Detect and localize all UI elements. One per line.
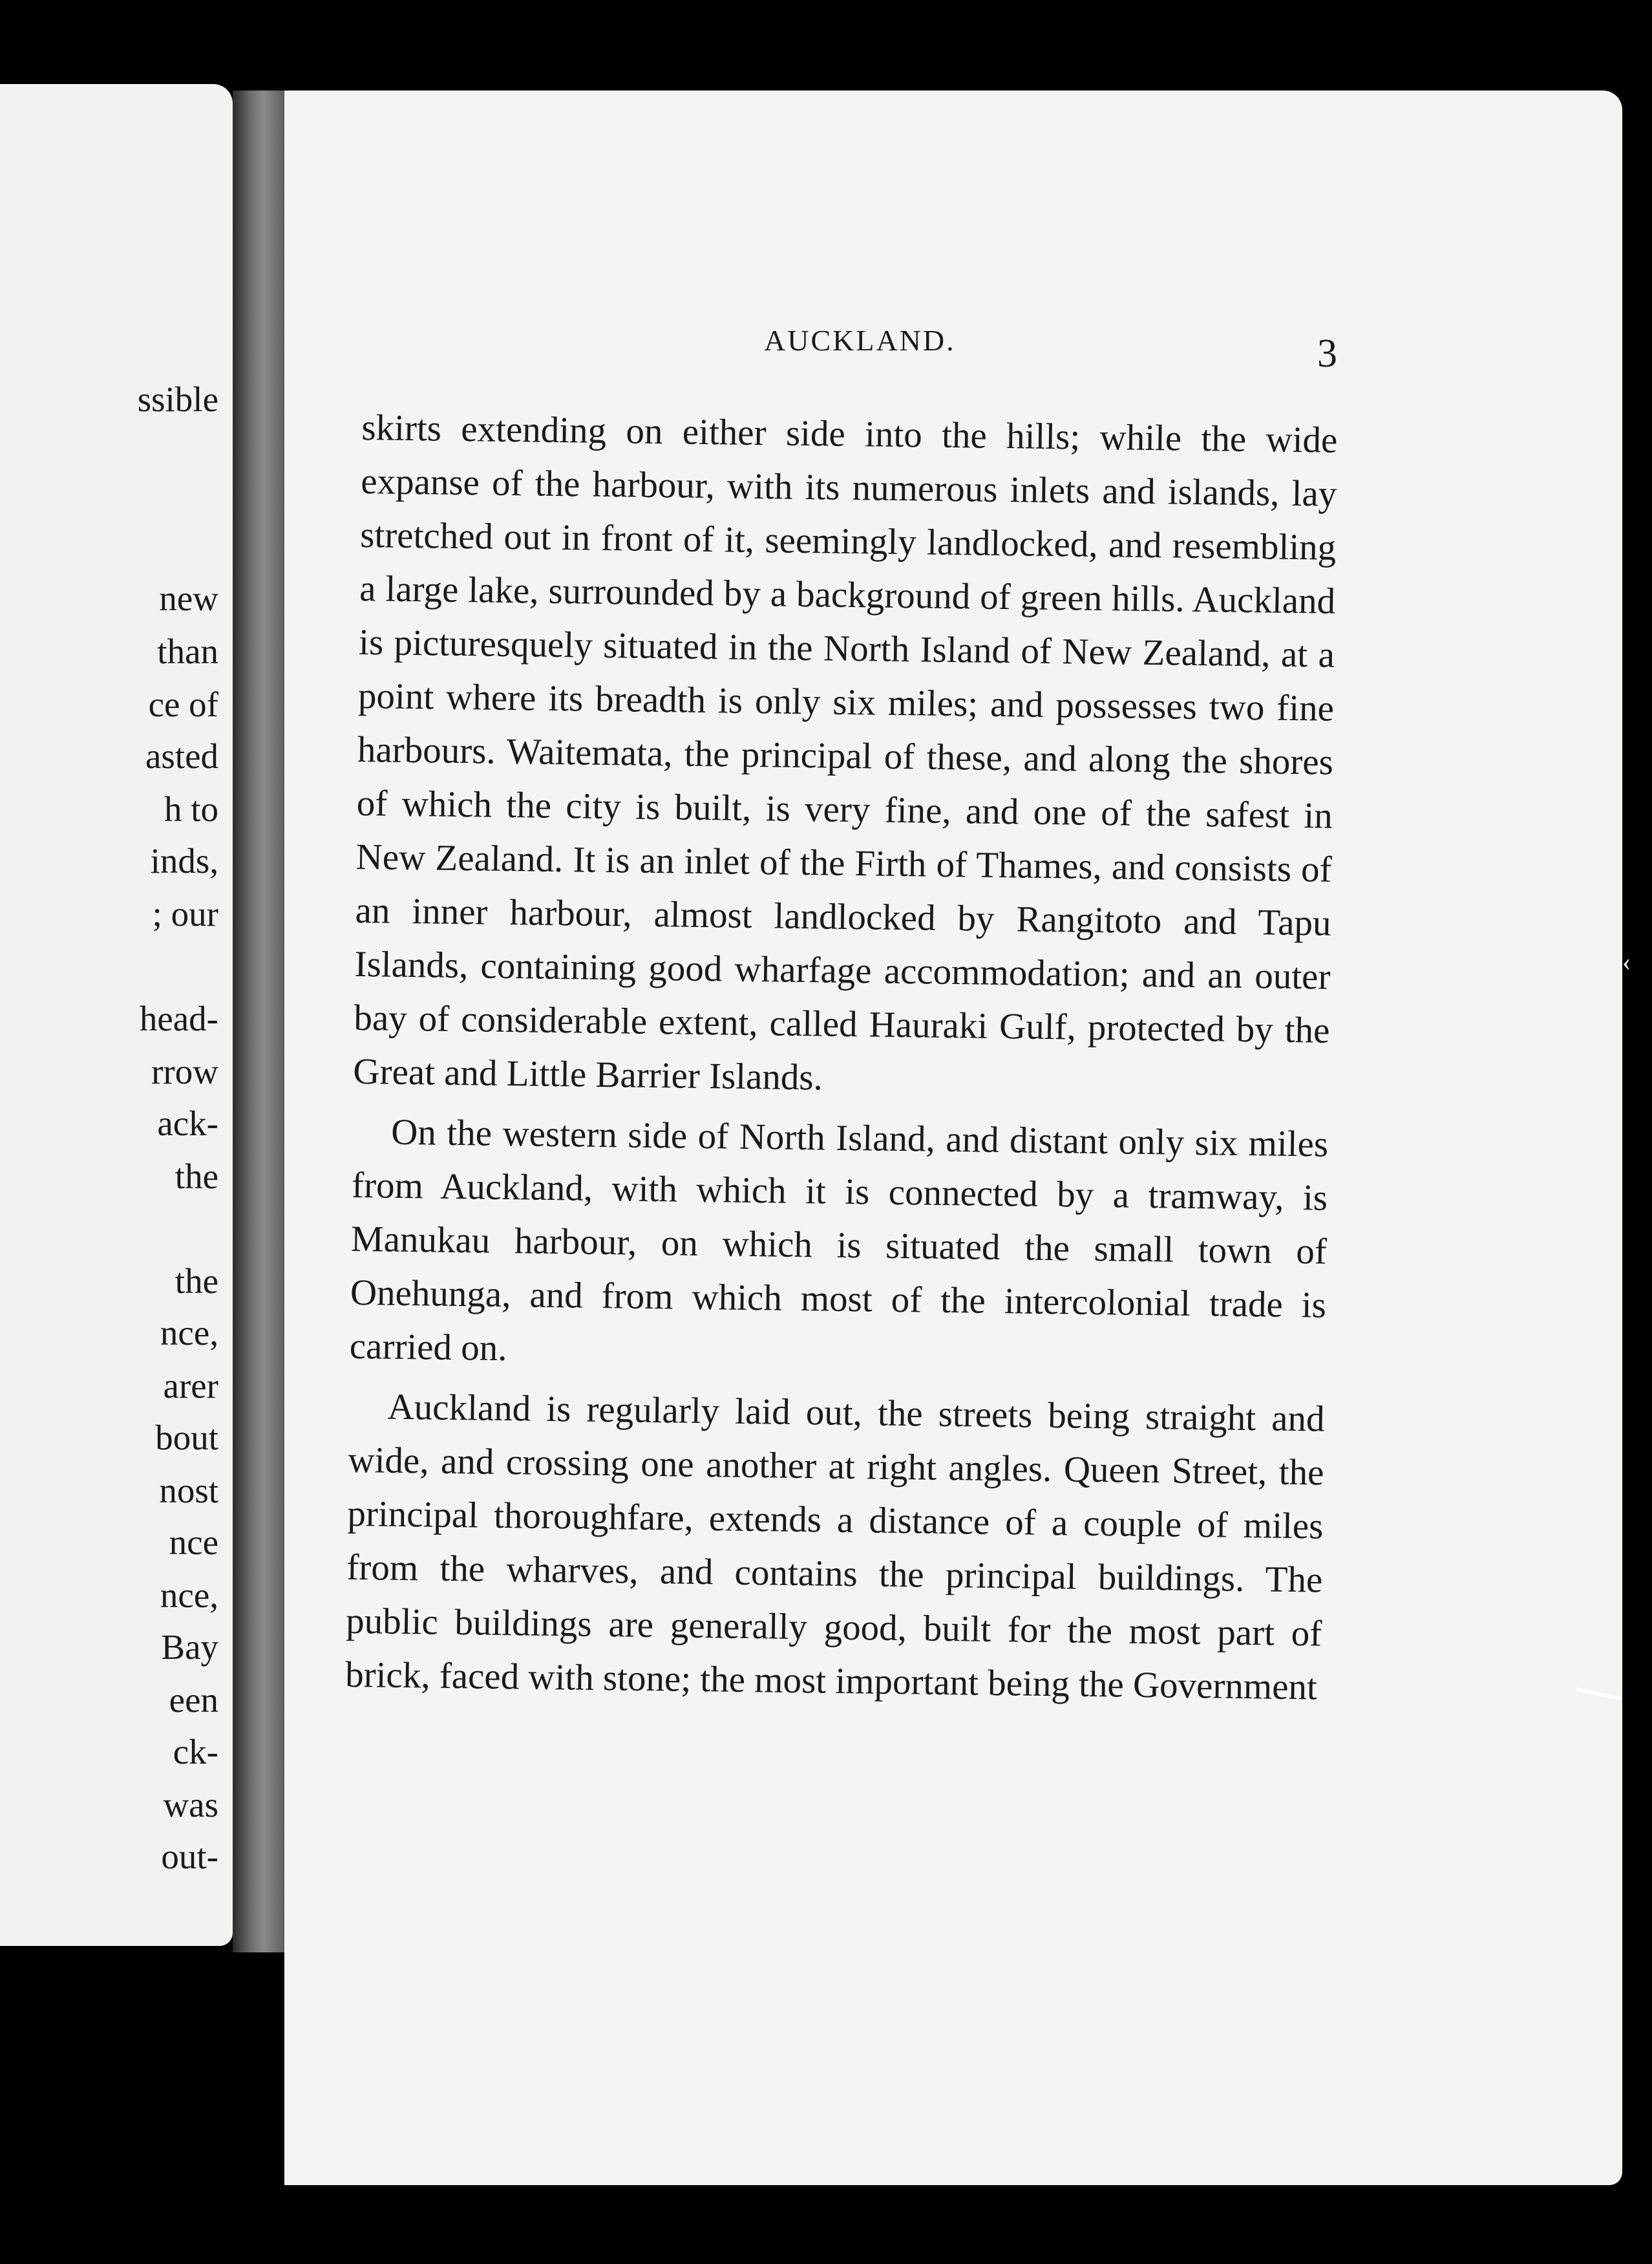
book-gutter bbox=[233, 91, 284, 1952]
left-page-fragment: the bbox=[175, 1157, 218, 1196]
left-page bbox=[0, 84, 233, 1946]
left-page-fragment: than bbox=[157, 632, 218, 671]
left-page-fragment: new bbox=[159, 579, 218, 618]
left-page-fragment: rrow bbox=[151, 1052, 218, 1091]
paragraph: skirts extending on either side into the hills; while the wide expanse of the harbour, with its numerous inlets and islands, lay stretched out in front of it, seemingly landlocked, and resembling a large lake, surrounded by a background of green hills. Auckland is picturesquely situated in the North Island of New Zealand, at a point where its breadth is only six miles; and possesses two fine harbours. Waitemata, the principal of these, and along the shores of which the city is built, is very fine, and one of the safest in New Zealand. It is an inlet of the Firth of Thames, and consists of an inner harbour, almost landlocked by Rangitoto and Tapu Islands, containing good wharfage accommodation; and an outer bay of considerable extent, called Hauraki Gulf, protected by the Great and Little Barrier Islands. bbox=[353, 407, 1338, 1098]
left-page-fragment: ; our bbox=[152, 894, 218, 934]
left-page-fragment: nce, bbox=[160, 1313, 218, 1352]
left-page-fragment: Bay bbox=[161, 1627, 218, 1667]
page-number: 3 bbox=[1317, 332, 1337, 376]
paragraph: Auckland is regularly laid out, the streets being straight and wide, and crossing one another at right angles. Queen Street, the principal thoroughfare, extends a distance of a couple of miles from the wharves, and contains the principal buildings. The public buildings are generally good, built for the most part of brick, faced with stone; the most important being the Government bbox=[344, 1386, 1325, 1708]
paragraph: On the western side of North Island, and distant only six miles from Auckland, with which it is connected by a tramway, is Manukau harbour, on which is situated the small town of Onehunga, and from which most of the intercolonial trade is carried on. bbox=[349, 1111, 1329, 1369]
left-page-fragment: nce bbox=[169, 1522, 218, 1562]
left-page-fragment: nce, bbox=[160, 1575, 218, 1615]
left-page-fragment: ce of bbox=[148, 685, 218, 724]
left-page-fragment: ack- bbox=[157, 1104, 218, 1143]
left-page-fragment: out- bbox=[161, 1837, 218, 1876]
left-page-fragment: nost bbox=[159, 1471, 218, 1510]
left-page-fragment: the bbox=[175, 1261, 218, 1301]
left-page-fragment: head- bbox=[139, 999, 218, 1038]
left-page-fragment: h to bbox=[164, 789, 218, 829]
left-page-fragment: ssible bbox=[137, 379, 218, 419]
left-page-fragment: asted bbox=[145, 736, 218, 776]
body-text bbox=[345, 401, 1338, 1721]
left-page-fragment: inds, bbox=[150, 841, 218, 881]
running-head: AUCKLAND. bbox=[764, 324, 956, 357]
left-page-fragment: was bbox=[163, 1785, 218, 1824]
left-page-fragment: arer bbox=[163, 1366, 218, 1405]
left-page-fragment: ck- bbox=[173, 1732, 218, 1771]
left-page-fragment: een bbox=[169, 1680, 218, 1720]
scan-artifact-mark: ‹ bbox=[1622, 947, 1631, 976]
left-page-fragment: bout bbox=[155, 1418, 218, 1457]
